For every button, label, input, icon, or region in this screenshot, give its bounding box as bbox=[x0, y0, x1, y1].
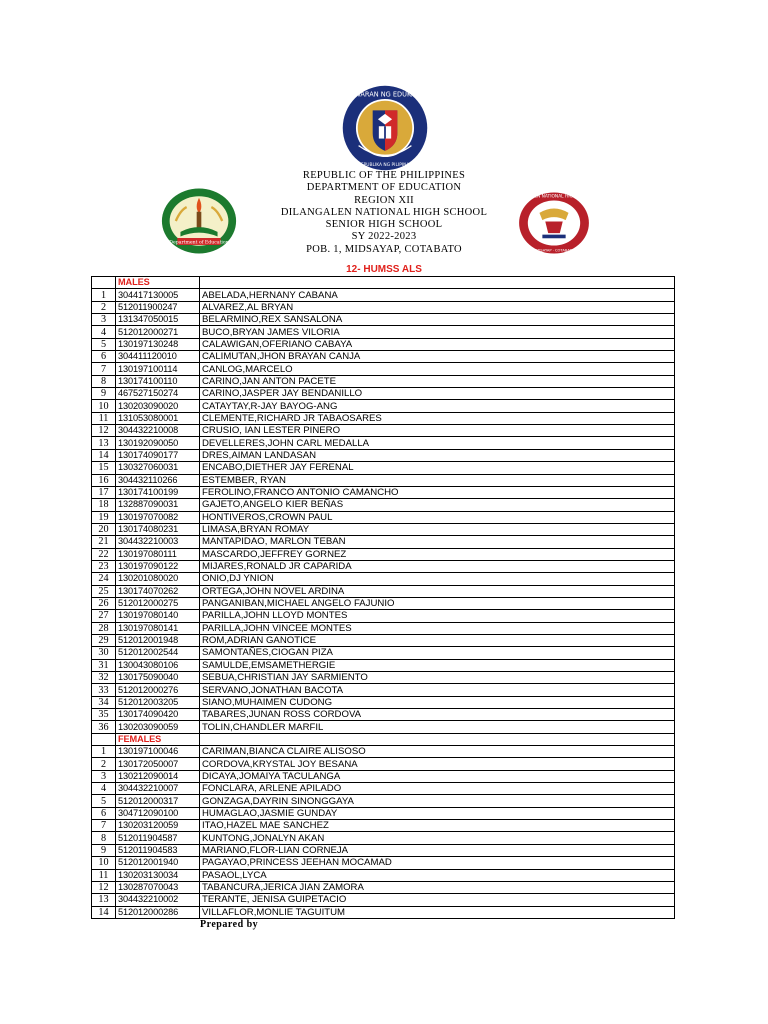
student-lrn: 304432210002 bbox=[116, 894, 200, 906]
student-lrn: 512011900247 bbox=[116, 301, 200, 313]
row-number: 1 bbox=[92, 289, 116, 301]
table-row bbox=[92, 758, 675, 770]
student-lrn: 130174100199 bbox=[116, 486, 200, 498]
student-name: MARIANO,FLOR-LIAN CORNEJA bbox=[200, 844, 675, 856]
group-number-cell bbox=[92, 733, 116, 745]
student-name: BELARMINO,REX SANSALONA bbox=[200, 314, 675, 326]
row-number: 34 bbox=[92, 696, 116, 708]
row-number: 2 bbox=[92, 758, 116, 770]
student-lrn: 512012002544 bbox=[116, 647, 200, 659]
student-name: TABARES,JUNAN ROSS CORDOVA bbox=[200, 709, 675, 721]
table-row bbox=[92, 906, 675, 918]
student-lrn: 512012000275 bbox=[116, 597, 200, 609]
row-number: 18 bbox=[92, 499, 116, 511]
table-row bbox=[92, 696, 675, 708]
student-lrn: 304432210008 bbox=[116, 425, 200, 437]
header-region: REGION XII bbox=[354, 194, 414, 206]
table-row bbox=[92, 486, 675, 498]
student-lrn: 131347050015 bbox=[116, 314, 200, 326]
table-row bbox=[92, 807, 675, 819]
student-lrn: 130197130248 bbox=[116, 338, 200, 350]
row-number: 29 bbox=[92, 634, 116, 646]
table-row bbox=[92, 425, 675, 437]
student-lrn: 512012003205 bbox=[116, 696, 200, 708]
header-department: DEPARTMENT OF EDUCATION bbox=[306, 182, 462, 194]
row-number: 17 bbox=[92, 486, 116, 498]
row-number: 10 bbox=[92, 400, 116, 412]
table-row bbox=[92, 326, 675, 338]
row-number: 21 bbox=[92, 536, 116, 548]
table-row bbox=[92, 388, 675, 400]
student-lrn: 304432110266 bbox=[116, 474, 200, 486]
student-name: CALAWIGAN,OFERIANO CABAYA bbox=[200, 338, 675, 350]
row-number: 9 bbox=[92, 844, 116, 856]
table-row bbox=[92, 783, 675, 795]
table-row bbox=[92, 844, 675, 856]
row-number: 32 bbox=[92, 672, 116, 684]
student-name: PAGAYAO,PRINCESS JEEHAN MOCAMAD bbox=[200, 857, 675, 869]
seal-top-text: KAGAWARAN NG EDUKASYON bbox=[336, 90, 434, 99]
student-lrn: 130203090059 bbox=[116, 721, 200, 733]
student-name: GONZAGA,DAYRIN SINONGGAYA bbox=[200, 795, 675, 807]
student-lrn: 130212090014 bbox=[116, 770, 200, 782]
student-lrn: 130043080106 bbox=[116, 659, 200, 671]
seal-left-text: Department of Education bbox=[169, 240, 229, 246]
row-number: 30 bbox=[92, 647, 116, 659]
table-row bbox=[92, 746, 675, 758]
student-name: MIJARES,RONALD JR CAPARIDA bbox=[200, 560, 675, 572]
row-number: 6 bbox=[92, 351, 116, 363]
student-lrn: 512012001940 bbox=[116, 857, 200, 869]
table-row bbox=[92, 894, 675, 906]
student-name: HUMAGLAO,JASMIE GUNDAY bbox=[200, 807, 675, 819]
table-row bbox=[92, 548, 675, 560]
student-name: SEBUA,CHRISTIAN JAY SARMIENTO bbox=[200, 672, 675, 684]
student-lrn: 130174080231 bbox=[116, 523, 200, 535]
seal-right-text: DILANGALEN NATIONAL HIGH SCHOOL bbox=[512, 194, 596, 200]
student-name: SERVANO,JONATHAN BACOTA bbox=[200, 684, 675, 696]
group-label: FEMALES bbox=[116, 733, 200, 745]
student-name: CATAYTAY,R-JAY BAYOG-ANG bbox=[200, 400, 675, 412]
student-lrn: 131053080001 bbox=[116, 412, 200, 424]
table-row bbox=[92, 770, 675, 782]
table-row bbox=[92, 511, 675, 523]
student-lrn: 130174070262 bbox=[116, 585, 200, 597]
table-row bbox=[92, 536, 675, 548]
student-lrn: 130203130034 bbox=[116, 869, 200, 881]
seal-bottom-text: REPUBLIKA NG PILIPINAS bbox=[357, 162, 413, 168]
table-row bbox=[92, 289, 675, 301]
table-row bbox=[92, 684, 675, 696]
row-number: 27 bbox=[92, 610, 116, 622]
table-row bbox=[92, 449, 675, 461]
table-row bbox=[92, 721, 675, 733]
table-row bbox=[92, 437, 675, 449]
student-lrn: 130203090020 bbox=[116, 400, 200, 412]
student-name: HONTIVEROS,CROWN PAUL bbox=[200, 511, 675, 523]
header-address: POB. 1, MIDSAYAP, COTABATO bbox=[306, 243, 462, 255]
row-number: 12 bbox=[92, 881, 116, 893]
row-number: 7 bbox=[92, 820, 116, 832]
student-lrn: 512012000317 bbox=[116, 795, 200, 807]
student-lrn: 512012001948 bbox=[116, 634, 200, 646]
student-name: VILLAFLOR,MONLIE TAGUITUM bbox=[200, 906, 675, 918]
row-number: 3 bbox=[92, 314, 116, 326]
row-number: 16 bbox=[92, 474, 116, 486]
table-row bbox=[92, 597, 675, 609]
student-name: LIMASA,BRYAN ROMAY bbox=[200, 523, 675, 535]
row-number: 4 bbox=[92, 326, 116, 338]
header-shs: SENIOR HIGH SCHOOL bbox=[325, 219, 443, 231]
student-lrn: 130172050007 bbox=[116, 758, 200, 770]
student-name: ROM,ADRIAN GANOTICE bbox=[200, 634, 675, 646]
student-lrn: 130197080141 bbox=[116, 622, 200, 634]
table-row bbox=[92, 820, 675, 832]
table-row bbox=[92, 857, 675, 869]
student-lrn: 467527150274 bbox=[116, 388, 200, 400]
row-number: 5 bbox=[92, 338, 116, 350]
student-name: PASAOL,LYCA bbox=[200, 869, 675, 881]
student-name: BUCO,BRYAN JAMES VILORIA bbox=[200, 326, 675, 338]
student-name: CANLOG,MARCELO bbox=[200, 363, 675, 375]
student-name: CARINO,JASPER JAY BENDANILLO bbox=[200, 388, 675, 400]
group-label: MALES bbox=[116, 277, 200, 289]
table-row bbox=[92, 314, 675, 326]
row-number: 11 bbox=[92, 869, 116, 881]
section-title: 12- HUMSS ALS bbox=[346, 264, 422, 275]
table-row bbox=[92, 363, 675, 375]
row-number: 11 bbox=[92, 412, 116, 424]
student-lrn: 130197100114 bbox=[116, 363, 200, 375]
student-lrn: 512012000271 bbox=[116, 326, 200, 338]
student-lrn: 130287070043 bbox=[116, 881, 200, 893]
student-name: SIANO,MUHAIMEN CUDONG bbox=[200, 696, 675, 708]
row-number: 23 bbox=[92, 560, 116, 572]
table-row bbox=[92, 647, 675, 659]
student-name: FEROLINO,FRANCO ANTONIO CAMANCHO bbox=[200, 486, 675, 498]
table-row bbox=[92, 462, 675, 474]
row-number: 19 bbox=[92, 511, 116, 523]
student-name: SAMONTAÑES,CIOGAN PIZA bbox=[200, 647, 675, 659]
row-number: 26 bbox=[92, 597, 116, 609]
deped-division-seal-icon bbox=[160, 187, 238, 255]
header-school: DILANGALEN NATIONAL HIGH SCHOOL bbox=[280, 206, 488, 218]
student-name: ESTEMBER, RYAN bbox=[200, 474, 675, 486]
student-name: ITAO,HAZEL MAE SANCHEZ bbox=[200, 820, 675, 832]
group-name-cell bbox=[200, 277, 675, 289]
student-lrn: 130192090050 bbox=[116, 437, 200, 449]
student-roster-table bbox=[91, 276, 675, 919]
student-lrn: 512011904587 bbox=[116, 832, 200, 844]
row-number: 8 bbox=[92, 832, 116, 844]
header-republic: REPUBLIC OF THE PHILIPPINES bbox=[302, 170, 466, 181]
student-name: ENCABO,DIETHER JAY FERENAL bbox=[200, 462, 675, 474]
table-row bbox=[92, 523, 675, 535]
student-name: SAMULDE,EMSAMETHERGIE bbox=[200, 659, 675, 671]
student-name: DICAYA,JOMAIYA TACULANGA bbox=[200, 770, 675, 782]
males-group-row bbox=[92, 277, 675, 289]
header-school-year: SY 2022-2023 bbox=[351, 231, 417, 243]
row-number: 14 bbox=[92, 906, 116, 918]
table-row bbox=[92, 560, 675, 572]
row-number: 10 bbox=[92, 857, 116, 869]
student-name: CALIMUTAN,JHON BRAYAN CANJA bbox=[200, 351, 675, 363]
table-row bbox=[92, 881, 675, 893]
row-number: 33 bbox=[92, 684, 116, 696]
row-number: 13 bbox=[92, 437, 116, 449]
seal-right-subtext: MIDSAYAP · COTABATO bbox=[533, 248, 575, 253]
student-lrn: 130197100046 bbox=[116, 746, 200, 758]
student-name: PARILLA,JOHN LLOYD MONTES bbox=[200, 610, 675, 622]
student-name: CARIMAN,BIANCA CLAIRE ALISOSO bbox=[200, 746, 675, 758]
table-row bbox=[92, 474, 675, 486]
student-name: CORDOVA,KRYSTAL JOY BESANA bbox=[200, 758, 675, 770]
student-name: PANGANIBAN,MICHAEL ANGELO FAJUNIO bbox=[200, 597, 675, 609]
student-name: ONIO,DJ YNION bbox=[200, 573, 675, 585]
student-lrn: 512011904583 bbox=[116, 844, 200, 856]
table-row bbox=[92, 672, 675, 684]
student-name: PARILLA,JOHN VINCEE MONTES bbox=[200, 622, 675, 634]
table-row bbox=[92, 301, 675, 313]
student-name: MASCARDO,JEFFREY GORNEZ bbox=[200, 548, 675, 560]
row-number: 6 bbox=[92, 807, 116, 819]
student-name: KUNTONG,JONALYN AKAN bbox=[200, 832, 675, 844]
student-lrn: 130201080020 bbox=[116, 573, 200, 585]
student-name: CARINO,JAN ANTON PACETE bbox=[200, 375, 675, 387]
student-name: TABANCURA,JERICA JIAN ZAMORA bbox=[200, 881, 675, 893]
table-row bbox=[92, 622, 675, 634]
student-name: ORTEGA,JOHN NOVEL ARDINA bbox=[200, 585, 675, 597]
prepared-by-label: Prepared by bbox=[200, 919, 259, 930]
row-number: 12 bbox=[92, 425, 116, 437]
row-number: 22 bbox=[92, 548, 116, 560]
group-name-cell bbox=[200, 733, 675, 745]
row-number: 13 bbox=[92, 894, 116, 906]
student-name: DRES,AIMAN LANDASAN bbox=[200, 449, 675, 461]
row-number: 1 bbox=[92, 746, 116, 758]
row-number: 28 bbox=[92, 622, 116, 634]
student-lrn: 130327060031 bbox=[116, 462, 200, 474]
row-number: 25 bbox=[92, 585, 116, 597]
row-number: 5 bbox=[92, 795, 116, 807]
student-lrn: 130197090122 bbox=[116, 560, 200, 572]
table-row bbox=[92, 573, 675, 585]
row-number: 14 bbox=[92, 449, 116, 461]
table-row bbox=[92, 795, 675, 807]
table-row bbox=[92, 351, 675, 363]
student-name: TERANTE, JENISA GUIPETACIO bbox=[200, 894, 675, 906]
student-lrn: 132887090031 bbox=[116, 499, 200, 511]
student-name: FONCLARA, ARLENE APILADO bbox=[200, 783, 675, 795]
student-lrn: 304432210007 bbox=[116, 783, 200, 795]
student-lrn: 130174090177 bbox=[116, 449, 200, 461]
row-number: 3 bbox=[92, 770, 116, 782]
student-lrn: 304712090100 bbox=[116, 807, 200, 819]
table-row bbox=[92, 610, 675, 622]
student-lrn: 130197080140 bbox=[116, 610, 200, 622]
student-lrn: 130203120059 bbox=[116, 820, 200, 832]
row-number: 36 bbox=[92, 721, 116, 733]
females-group-row bbox=[92, 733, 675, 745]
row-number: 20 bbox=[92, 523, 116, 535]
student-lrn: 130197080111 bbox=[116, 548, 200, 560]
student-name: ALVAREZ,AL BRYAN bbox=[200, 301, 675, 313]
student-lrn: 304411120010 bbox=[116, 351, 200, 363]
table-row bbox=[92, 709, 675, 721]
row-number: 7 bbox=[92, 363, 116, 375]
row-number: 2 bbox=[92, 301, 116, 313]
student-lrn: 512012000276 bbox=[116, 684, 200, 696]
group-number-cell bbox=[92, 277, 116, 289]
student-name: CLEMENTE,RICHARD JR TABAOSARES bbox=[200, 412, 675, 424]
deped-seal-icon bbox=[336, 84, 434, 172]
student-name: MANTAPIDAO, MARLON TEBAN bbox=[200, 536, 675, 548]
table-row bbox=[92, 634, 675, 646]
student-name: GAJETO,ANGELO KIER BEÑAS bbox=[200, 499, 675, 511]
student-name: ABELADA,HERNANY CABANA bbox=[200, 289, 675, 301]
student-name: DEVELLERES,JOHN CARL MEDALLA bbox=[200, 437, 675, 449]
row-number: 4 bbox=[92, 783, 116, 795]
student-name: TOLIN,CHANDLER MARFIL bbox=[200, 721, 675, 733]
row-number: 24 bbox=[92, 573, 116, 585]
student-lrn: 304417130005 bbox=[116, 289, 200, 301]
row-number: 9 bbox=[92, 388, 116, 400]
table-row bbox=[92, 832, 675, 844]
row-number: 31 bbox=[92, 659, 116, 671]
student-lrn: 130175090040 bbox=[116, 672, 200, 684]
table-row bbox=[92, 585, 675, 597]
row-number: 8 bbox=[92, 375, 116, 387]
student-lrn: 130174090420 bbox=[116, 709, 200, 721]
student-name: CRUSIO, IAN LESTER PINERO bbox=[200, 425, 675, 437]
table-row bbox=[92, 499, 675, 511]
letterhead bbox=[230, 170, 538, 256]
table-row bbox=[92, 338, 675, 350]
table-row bbox=[92, 659, 675, 671]
table-row bbox=[92, 869, 675, 881]
table-row bbox=[92, 375, 675, 387]
row-number: 15 bbox=[92, 462, 116, 474]
row-number: 35 bbox=[92, 709, 116, 721]
table-row bbox=[92, 400, 675, 412]
student-lrn: 130174100110 bbox=[116, 375, 200, 387]
student-lrn: 304432210003 bbox=[116, 536, 200, 548]
student-lrn: 130197070082 bbox=[116, 511, 200, 523]
table-row bbox=[92, 412, 675, 424]
student-lrn: 512012000286 bbox=[116, 906, 200, 918]
